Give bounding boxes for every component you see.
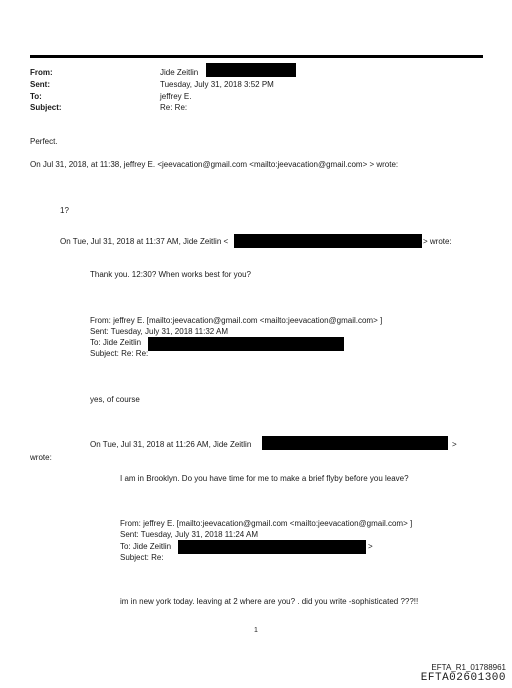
subject-label: Subject: [30,103,62,112]
redaction-box [234,234,422,248]
fwd2-sent: Sent: Tuesday, July 31, 2018 11:24 AM [120,530,259,539]
fwd2-from: From: jeffrey E. [mailto:jeevacation@gmail.com <mailto:jeevacation@gmail.com> ] [120,519,413,528]
bates-ref-2: EFTA02601300 [420,672,506,684]
fwd2-subject: Subject: Re: [120,553,164,562]
fwd2-to: To: Jide Zeitlin [120,542,172,551]
quote-line-1: On Jul 31, 2018, at 11:38, jeffrey E. <jeevacation@gmail.com <mailto:jeevacation@gmail.com> > wrote: [30,160,399,169]
redaction-box [178,540,366,554]
quote-line-2: On Tue, Jul 31, 2018 at 11:37 AM, Jide Zeitlin < [60,237,229,246]
sent-value: Tuesday, July 31, 2018 3:52 PM [160,80,274,89]
header-rule [30,55,483,58]
message-brooklyn: I am in Brooklyn. Do you have time for me to make a brief flyby before you leave? [120,474,409,483]
redaction-box [206,63,296,77]
to-label: To: [30,92,42,101]
page-number: 1 [254,627,258,634]
redaction-box [148,337,344,351]
message-perfect: Perfect. [30,137,58,146]
fwd1-sent: Sent: Tuesday, July 31, 2018 11:32 AM [90,327,229,336]
subject-value: Re: Re: [160,103,188,112]
quote-line-3-wrote: wrote: [30,453,52,462]
fwd1-subject: Subject: Re: Re: [90,349,149,358]
from-label: From: [30,68,53,77]
redaction-box [262,436,448,450]
fwd1-from: From: jeffrey E. [mailto:jeevacation@gmail.com <mailto:jeevacation@gmail.com> ] [90,316,383,325]
fwd2-to-suffix: > [368,542,373,551]
message-one: 1? [60,206,69,215]
bates-ref-1: EFTA_R1_01788961 [431,663,506,672]
quote-line-2-suffix: > wrote: [423,237,452,246]
quote-line-3-suffix: > [452,440,457,449]
message-yes: yes, of course [90,395,140,404]
message-newyork: im in new york today. leaving at 2 where are you? . did you write -sophisticated ???!! [120,597,419,606]
fwd1-to: To: Jide Zeitlin [90,338,142,347]
sent-label: Sent: [30,80,50,89]
to-value: jeffrey E. [160,92,192,101]
quote-line-3: On Tue, Jul 31, 2018 at 11:26 AM, Jide Zeitlin [90,440,252,449]
message-thanks: Thank you. 12:30? When works best for you? [90,270,251,279]
from-value: Jide Zeitlin [160,68,199,77]
